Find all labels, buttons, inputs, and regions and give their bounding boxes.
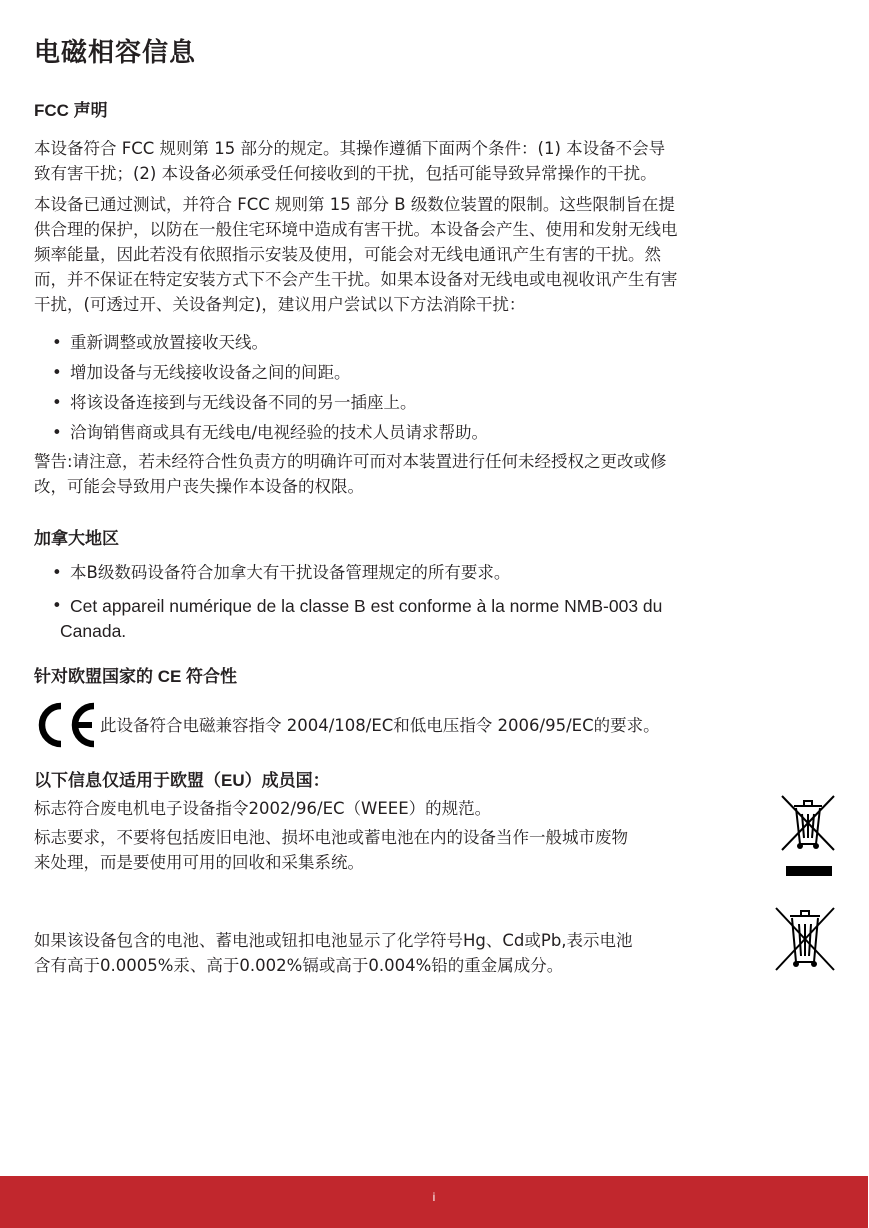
list-item bbox=[52, 558, 662, 588]
bullet-dot: • bbox=[52, 363, 62, 382]
list-item-text: 将该设备连接到与无线设备不同的另一插座上。 bbox=[70, 393, 417, 412]
text-line: 本设备已通过测试，并符合 FCC 规则第 15 部分 B 级数位装置的限制。这些限制旨在提 bbox=[34, 195, 675, 214]
text-line: Canada. bbox=[60, 621, 127, 641]
bullet-dot: • bbox=[52, 563, 62, 582]
text-line: 含有高于0.0005%汞、高于0.002%镉或高于0.004%铅的重金属成分。 bbox=[34, 956, 564, 975]
text-line: 供合理的保护，以防在一般住宅环境中造成有害干扰。本设备会产生、使用和发射无线电 bbox=[34, 220, 678, 239]
text-line: 来处理，而是要使用可用的回收和采集系统。 bbox=[34, 853, 364, 872]
list-item bbox=[52, 418, 488, 448]
weee-bin-icon bbox=[780, 794, 836, 878]
list-item-text: 重新调整或放置接收天线。 bbox=[70, 333, 268, 352]
bullet-dot: • bbox=[52, 393, 62, 412]
battery-bin-icon bbox=[774, 904, 836, 976]
text-line: 致有害干扰；(2) 本设备必须承受任何接收到的干扰，包括可能导致异常操作的干扰。 bbox=[34, 164, 657, 183]
ce-heading: 针对欧盟国家的 CE 符合性 bbox=[34, 667, 238, 686]
fcc-heading: FCC 声明 bbox=[34, 101, 108, 120]
text-line: Cet appareil numérique de la classe B est conforme à la norme NMB-003 du bbox=[70, 596, 663, 616]
text-line: 而，并不保证在特定安装方式下不会产生干扰。如果本设备对无线电或电视收讯产生有害 bbox=[34, 270, 678, 289]
bullet-dot: • bbox=[52, 333, 62, 352]
bullet-dot: • bbox=[52, 596, 62, 615]
list-item-text: 本B级数码设备符合加拿大有干扰设备管理规定的所有要求。 bbox=[70, 563, 511, 582]
page-number: i bbox=[432, 1190, 436, 1204]
bullet-dot: • bbox=[52, 423, 62, 442]
eu-heading: 以下信息仅适用于欧盟（EU）成员国： bbox=[34, 771, 330, 790]
text-line: 警告:请注意，若未经符合性负责方的明确许可而对本装置进行任何未经授权之更改或修 bbox=[34, 452, 667, 471]
list-item bbox=[52, 328, 488, 358]
list-item bbox=[52, 358, 488, 388]
list-item-text: 增加设备与无线接收设备之间的间距。 bbox=[70, 363, 351, 382]
text-line: 干扰，(可透过开、关设备判定)，建议用户尝试以下方法消除干扰： bbox=[34, 295, 526, 314]
fcc-bullet-list bbox=[52, 328, 488, 448]
text-line: 改，可能会导致用户丧失操作本设备的权限。 bbox=[34, 477, 364, 496]
text-line: 标志要求，不要将包括废旧电池、损坏电池或蓄电池在内的设备当作一般城市废物 bbox=[34, 828, 628, 847]
weee-paragraph bbox=[34, 796, 628, 875]
text-line: 频率能量，因此若没有依照指示安装及使用，可能会对无线电通讯产生有害的干扰。然 bbox=[34, 245, 661, 264]
text-line: 如果该设备包含的电池、蓄电池或钮扣电池显示了化学符号Hg、Cd或Pb,表示电池 bbox=[34, 931, 633, 950]
ce-text: 此设备符合电磁兼容指令 2004/108/EC和低电压指令 2006/95/EC的要求。 bbox=[100, 715, 660, 735]
page-title: 电磁相容信息 bbox=[34, 37, 197, 67]
list-item bbox=[52, 594, 662, 644]
text-line: 本设备符合 FCC 规则第 15 部分的规定。其操作遵循下面两个条件：(1) 本设备不会导 bbox=[34, 139, 666, 158]
text-line: 标志符合废电机电子设备指令2002/96/EC（WEEE）的规范。 bbox=[34, 799, 492, 818]
ce-mark-icon bbox=[34, 700, 100, 750]
canada-heading: 加拿大地区 bbox=[34, 529, 119, 548]
ce-statement bbox=[34, 700, 660, 750]
canada-bullet-list bbox=[52, 558, 662, 644]
fcc-paragraph-1 bbox=[34, 136, 665, 186]
list-item bbox=[52, 388, 488, 418]
list-item-text bbox=[60, 596, 663, 641]
list-item-text: 洽询销售商或具有无线电/电视经验的技术人员请求帮助。 bbox=[70, 423, 489, 442]
battery-paragraph bbox=[34, 928, 633, 978]
fcc-paragraph-2 bbox=[34, 192, 678, 317]
fcc-warning bbox=[34, 449, 667, 499]
